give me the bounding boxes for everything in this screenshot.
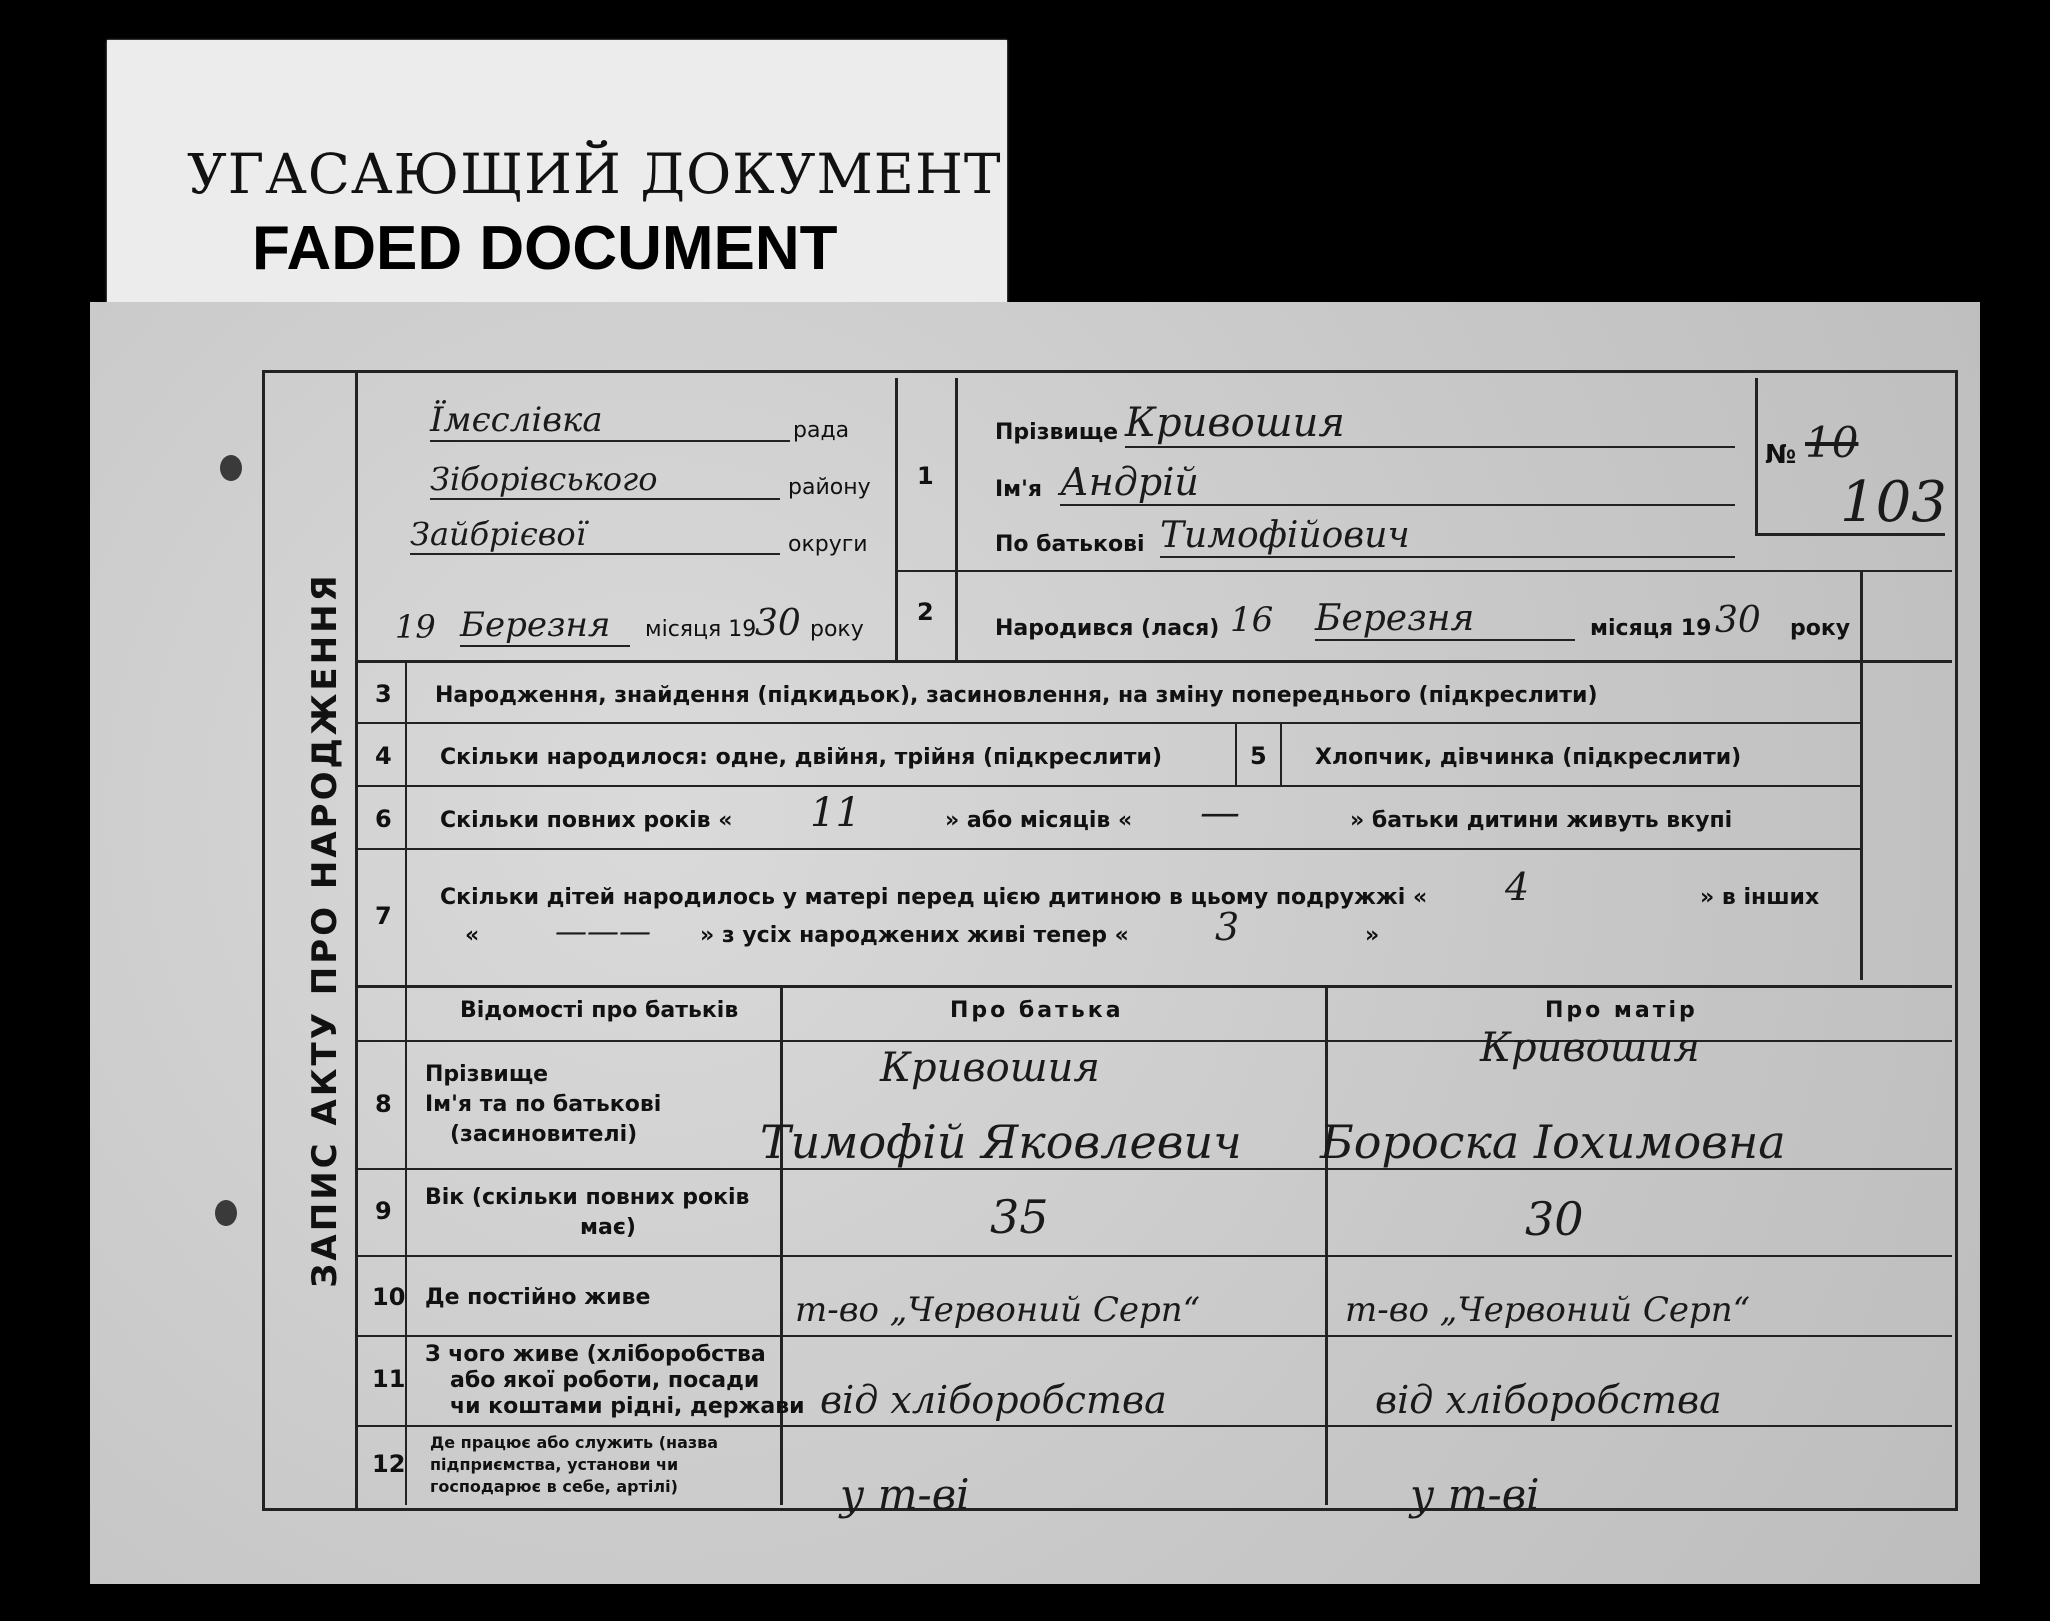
punch-hole: [215, 1200, 237, 1226]
row-3-number: 3: [375, 680, 392, 708]
row-7-count-handwritten: 4: [1505, 865, 1530, 909]
row-7-other-handwritten: ———: [555, 912, 651, 950]
mother-job-handwritten: від хліборобства: [1375, 1378, 1722, 1422]
row-11-label-3: чи коштами рідні, держави: [450, 1394, 805, 1419]
row-6-text-c: » батьки дитини живуть вкупі: [1350, 808, 1733, 833]
row-12-label-3: господарює в себе, артілі): [430, 1477, 678, 1496]
father-surname-handwritten: Кривошия: [880, 1045, 1100, 1091]
patronymic-handwritten: Тимофійович: [1160, 515, 1735, 558]
born-label: Народився (лася): [995, 616, 1220, 641]
row-6-months-handwritten: —: [1200, 790, 1240, 836]
row-9-label-1: Вік (скільки повних років: [425, 1185, 750, 1210]
roku-label: року: [810, 617, 864, 642]
parents-header-mother: Про матір: [1545, 998, 1698, 1023]
mother-surname-handwritten: Кривошия: [1480, 1025, 1700, 1071]
raion-label: району: [788, 475, 871, 500]
year-handwritten: 30: [755, 603, 801, 644]
row-8-label-2: Ім'я та по батькові: [425, 1092, 662, 1117]
surname-label: Прізвище: [995, 420, 1119, 445]
row-5-number: 5: [1250, 742, 1267, 770]
number-old-handwritten: 10: [1805, 418, 1859, 467]
born-misyatsia-label: місяця 19: [1590, 616, 1712, 641]
born-roku-label: року: [1790, 616, 1851, 641]
parents-header-info: Відомості про батьків: [460, 998, 739, 1023]
row-1-number: 1: [917, 462, 934, 490]
okruga-label: округи: [788, 532, 868, 557]
row-8-label-1: Прізвище: [425, 1062, 549, 1087]
patronymic-label: По батькові: [995, 532, 1145, 557]
row-10-number: 10: [372, 1283, 406, 1311]
row-12-label-1: Де працює або служить (назва: [430, 1433, 719, 1452]
row-7-alive-handwritten: 3: [1215, 905, 1240, 949]
father-age-handwritten: 35: [990, 1190, 1049, 1244]
row-6-years-handwritten: 11: [810, 790, 861, 836]
number-label: №: [1765, 440, 1797, 470]
father-job-handwritten: від хліборобства: [820, 1378, 1167, 1422]
father-work-handwritten: у т-ві: [840, 1470, 970, 1519]
parents-header-father: Про батька: [950, 998, 1124, 1023]
mother-live-handwritten: т-во „Червоний Серп“: [1345, 1290, 1751, 1330]
row-7-text-d: » з усіх народжених живі тепер «: [700, 923, 1129, 948]
row-10-label: Де постійно живе: [425, 1285, 651, 1310]
father-name-handwritten: Тимофій Яковлевич: [760, 1115, 1242, 1169]
label-title-ru: УГАСАЮЩИЙ ДОКУМЕНТ: [187, 142, 1002, 206]
row-11-label-2: або якої роботи, посади: [450, 1368, 760, 1393]
father-live-handwritten: т-во „Червоний Серп“: [795, 1290, 1201, 1330]
row-6-text-b: » або місяців «: [945, 808, 1133, 833]
faded-document-label: [107, 40, 1007, 304]
row-11-number: 11: [372, 1365, 406, 1393]
rada-label: рада: [793, 418, 850, 443]
mother-name-handwritten: Бороска Іохимовна: [1320, 1115, 1786, 1169]
row-7-text-b: » в інших: [1700, 885, 1820, 910]
row-12-label-2: підприємства, установи чи: [430, 1455, 679, 1474]
row-7-number: 7: [375, 902, 392, 930]
row-7-text-c: «: [465, 923, 480, 948]
row-3-text: Народження, знайдення (підкидьок), засиновлення, на зміну попереднього (підкреслити): [435, 683, 1598, 708]
row-12-number: 12: [372, 1450, 406, 1478]
vertical-title: ЗАПИС АКТУ ПРО НАРОДЖЕННЯ: [305, 572, 345, 1288]
date-day-handwritten: 19: [395, 608, 436, 646]
okruga-handwritten: Зайбрієвої: [410, 515, 780, 555]
row-9-number: 9: [375, 1197, 392, 1225]
row-8-number: 8: [375, 1090, 392, 1118]
row-4-number: 4: [375, 742, 392, 770]
punch-hole: [220, 455, 242, 481]
row-5-text: Хлопчик, дівчинка (підкреслити): [1315, 745, 1742, 770]
row-7-text-a: Скільки дітей народилось у матері перед цією дитиною в цьому подружжі «: [440, 885, 1428, 910]
born-month-handwritten: Березня: [1315, 598, 1575, 641]
row-8-label-3: (засиновителі): [450, 1122, 638, 1147]
row-9-label-2: має): [580, 1215, 636, 1240]
row-6-number: 6: [375, 805, 392, 833]
date-month-handwritten: Березня: [460, 605, 630, 647]
number-handwritten: 103: [1840, 470, 1947, 535]
raion-handwritten: Зіборівського: [430, 460, 780, 500]
label-title-en: FADED DOCUMENT: [252, 214, 838, 283]
mother-age-handwritten: 30: [1525, 1192, 1584, 1246]
born-year-handwritten: 30: [1715, 600, 1761, 641]
name-label: Ім'я: [995, 477, 1043, 502]
row-2-number: 2: [917, 598, 934, 626]
name-handwritten: Андрій: [1060, 460, 1735, 506]
rada-handwritten: Їмєслівка: [430, 400, 790, 442]
surname-handwritten: Кривошия: [1125, 400, 1735, 448]
row-4-text: Скільки народилося: одне, двійня, трійня (підкреслити): [440, 745, 1162, 770]
row-7-text-e: »: [1365, 923, 1380, 948]
row-6-text-a: Скільки повних років «: [440, 808, 733, 833]
mother-work-handwritten: у т-ві: [1410, 1470, 1540, 1519]
misyatsia-label: місяця 19: [645, 617, 757, 642]
born-day-handwritten: 16: [1230, 600, 1274, 640]
row-11-label-1: З чого живе (хліборобства: [425, 1342, 766, 1367]
